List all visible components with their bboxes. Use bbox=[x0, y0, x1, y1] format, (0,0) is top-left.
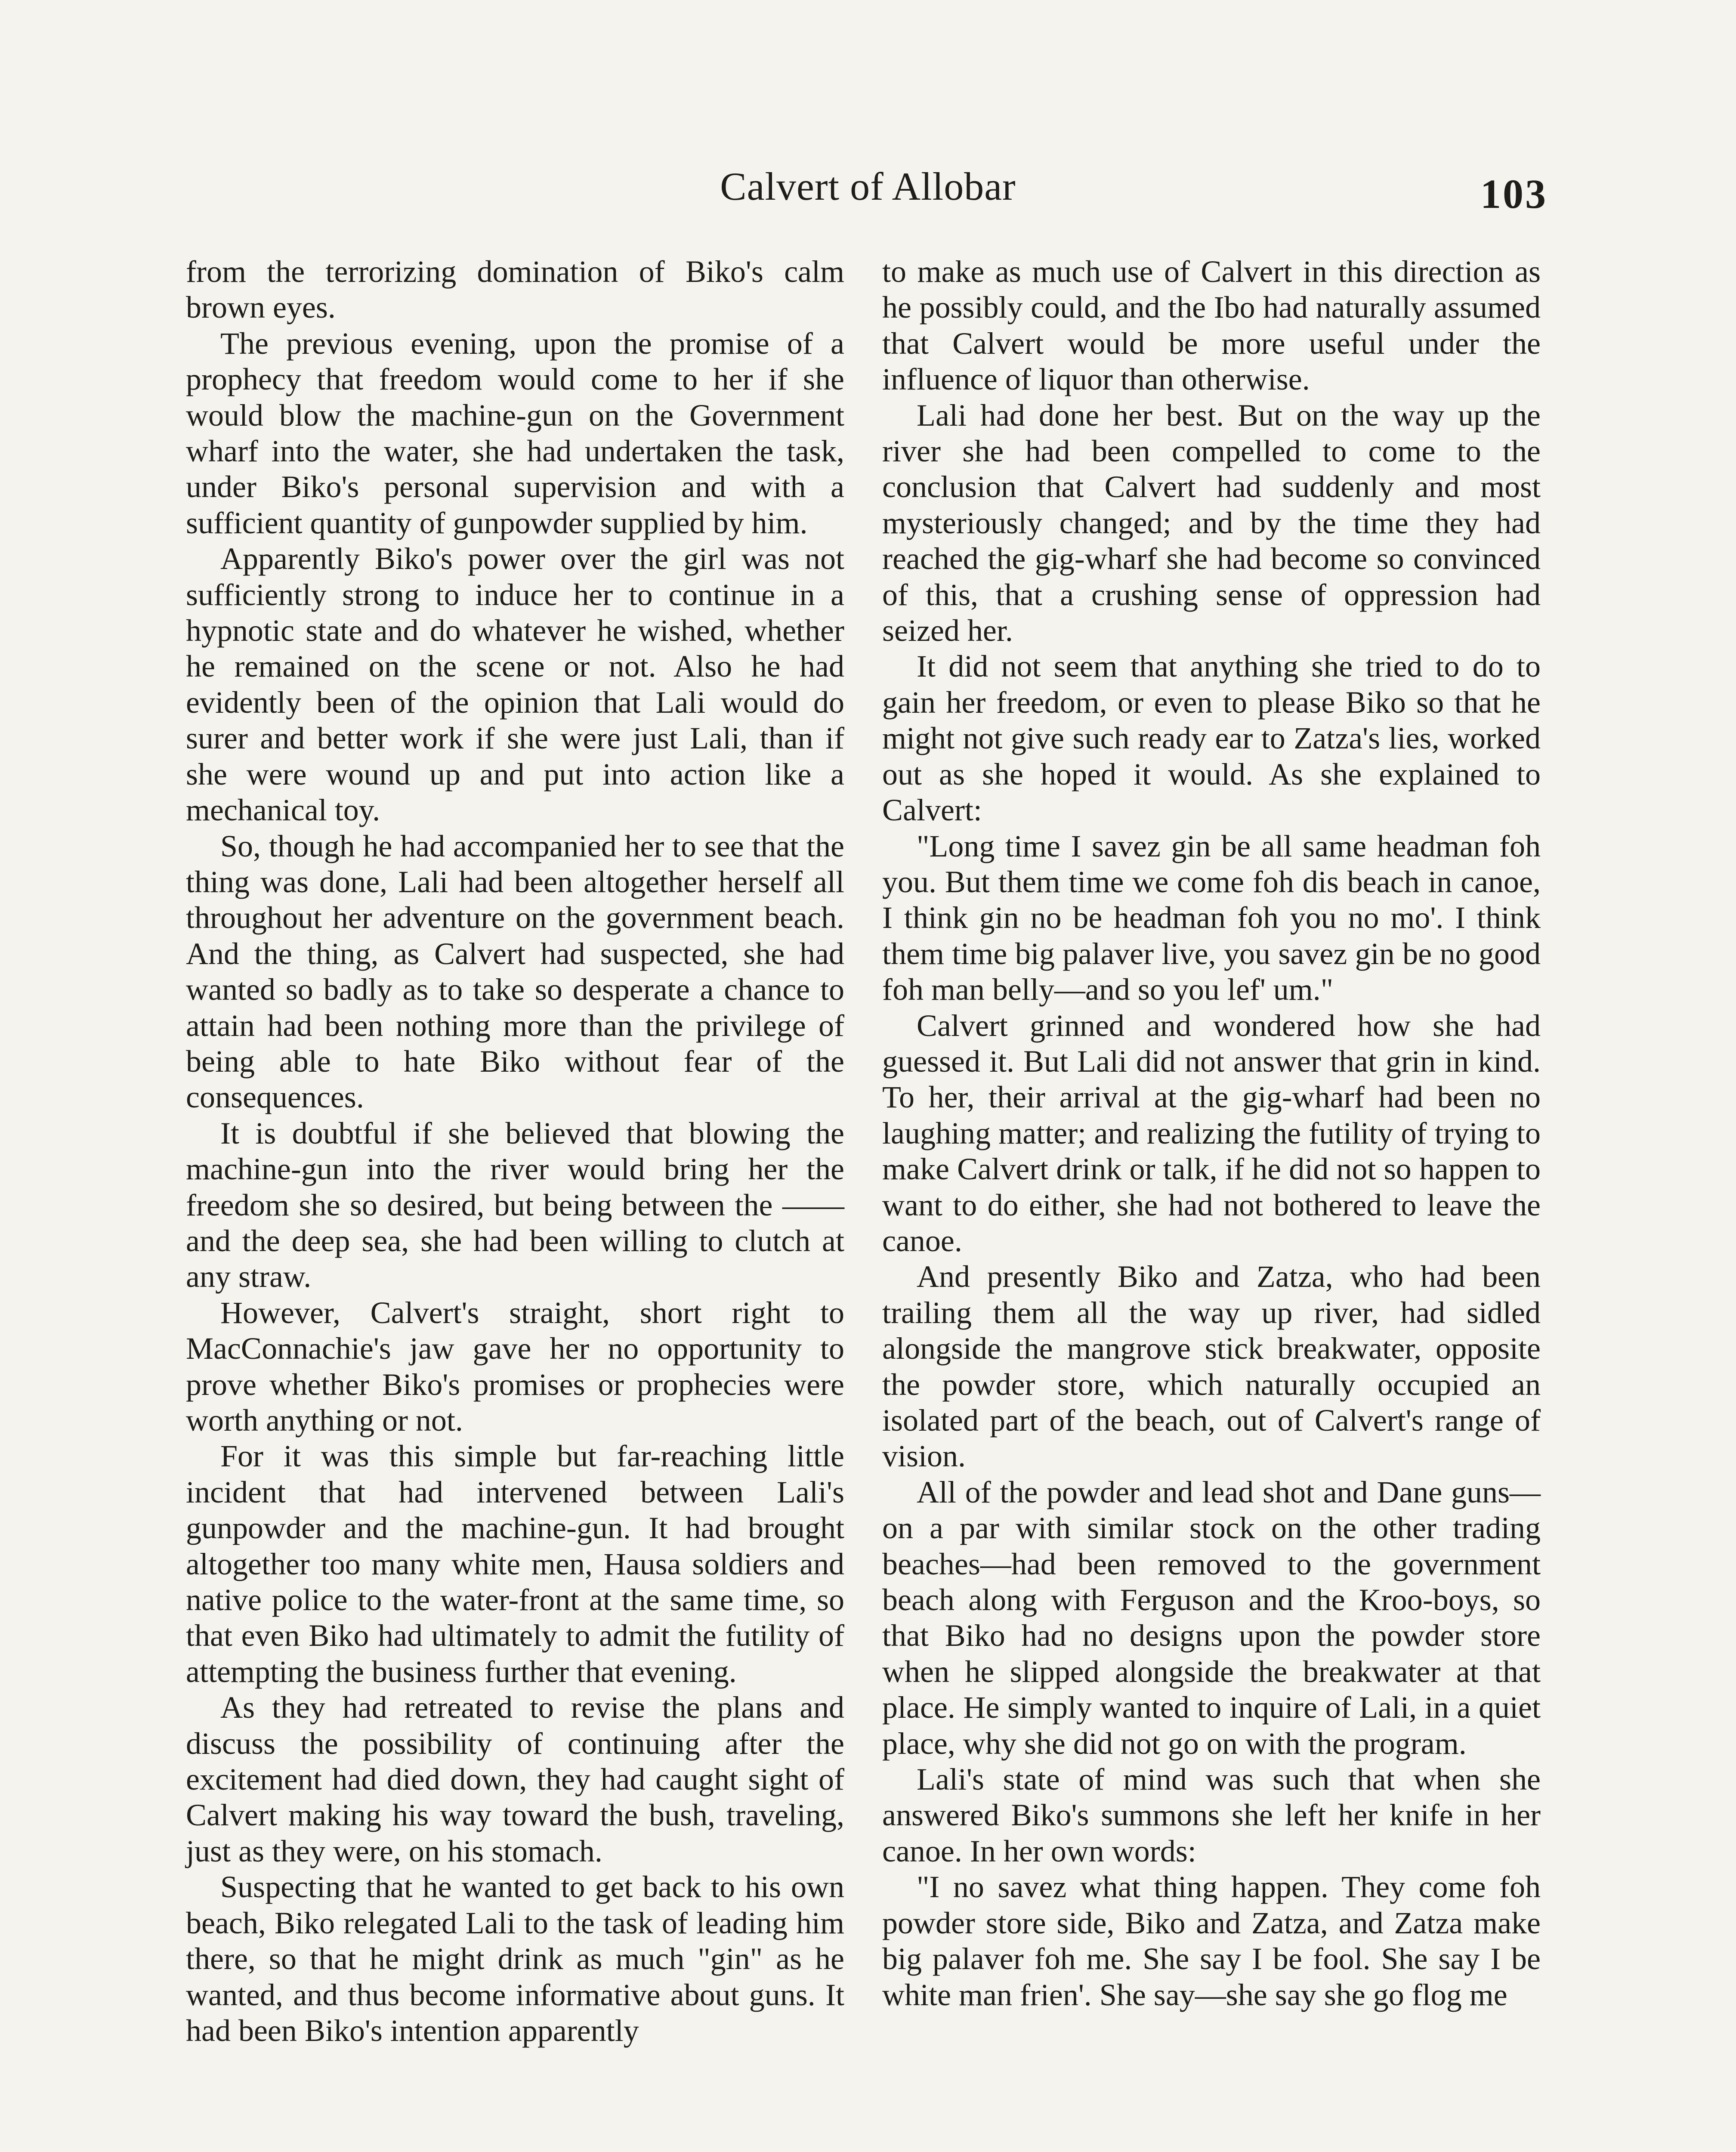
paragraph: For it was this simple but far-reaching little incident that had intervened between Lali's gunpowder and the machine-gun. It had brought altogether too many white men, Hausa soldiers and native police to the water-front at the same time, so that even Biko had ultimately to admit the futility of attempting the business further that evening. bbox=[186, 1439, 844, 1689]
running-title: Calvert of Allobar bbox=[720, 164, 1016, 208]
paragraph: Suspecting that he wanted to get back to his own beach, Biko relegated Lali to the task of leading him there, so that he might drink as much "gin" as he wanted, and thus become informative about guns. It had been Biko's intention apparently bbox=[186, 1870, 844, 2048]
paragraph: Lali had done her best. But on the way up the river she had been compelled to come to the conclusion that Calvert had suddenly and most mysteriously changed; and by the time they had reached the gig-wharf she had become so convinced of this, that a crushing sense of oppression had seized her. bbox=[882, 398, 1541, 648]
paragraph: However, Calvert's straight, short right to MacConnachie's jaw gave her no opportunity to prove whether Biko's promises or prophecies were worth anything or not. bbox=[186, 1295, 844, 1438]
paragraph: Calvert grinned and wondered how she had guessed it. But Lali did not answer that grin in kind. To her, their arrival at the gig-wharf had been no laughing matter; and realizing the futility of trying to make Calvert drink or talk, if he did not so happen to want to do either, she had not bothered to leave the canoe. bbox=[882, 1008, 1541, 1258]
left-column bbox=[186, 254, 844, 2049]
paragraph: "Long time I savez gin be all same headman foh you. But them time we come foh dis beach in canoe, I think gin no be headman foh you no mo'. I think them time big palaver live, you savez gin be no good foh man belly—and so you lef' um." bbox=[882, 829, 1541, 1007]
paragraph: from the terrorizing domination of Biko's calm brown eyes. bbox=[186, 254, 844, 325]
paragraph: It did not seem that anything she tried to do to gain her freedom, or even to please Biko so that he might not give such ready ear to Zatza's lies, worked out as she hoped it would. As she explained to Calvert: bbox=[882, 649, 1541, 828]
paragraph: As they had retreated to revise the plans and discuss the possibility of continuing after the excitement had died down, they had caught sight of Calvert making his way toward the bush, traveling, just as they were, on his stomach. bbox=[186, 1690, 844, 1868]
paragraph: The previous evening, upon the promise of a prophecy that freedom would come to her if she would blow the machine-gun on the Government wharf into the water, she had undertaken the task, under Biko's personal supervision and with a sufficient quantity of gunpowder supplied by him. bbox=[186, 326, 844, 540]
paragraph: Lali's state of mind was such that when she answered Biko's summons she left her knife in her canoe. In her own words: bbox=[882, 1762, 1541, 1868]
paragraph: "I no savez what thing happen. They come foh powder store side, Biko and Zatza, and Zatza make big palaver foh me. She say I be fool. She say I be white man frien'. She say—she say she go flog me bbox=[882, 1870, 1541, 2012]
right-column bbox=[882, 254, 1541, 2013]
paragraph: to make as much use of Calvert in this direction as he possibly could, and the Ibo had naturally assumed that Calvert would be more useful under the influence of liquor than otherwise. bbox=[882, 254, 1541, 397]
page-number: 103 bbox=[1480, 171, 1548, 217]
paragraph: All of the powder and lead shot and Dane guns—on a par with similar stock on the other trading beaches—had been removed to the government beach along with Ferguson and the Kroo-boys, so that Biko had no designs upon the powder store when he slipped alongside the breakwater at that place. He simply wanted to inquire of Lali, in a quiet place, why she did not go on with the program. bbox=[882, 1475, 1541, 1761]
paragraph: And presently Biko and Zatza, who had been trailing them all the way up river, had sidled alongside the mangrove stick breakwater, opposite the powder store, which naturally occupied an isolated part of the beach, out of Calvert's range of vision. bbox=[882, 1259, 1541, 1474]
paragraph: So, though he had accompanied her to see that the thing was done, Lali had been altogether herself all throughout her adventure on the government beach. And the thing, as Calvert had suspected, she had wanted so badly as to take so desperate a chance to attain had been nothing more than the privilege of being able to hate Biko without fear of the consequences. bbox=[186, 829, 844, 1115]
paragraph: It is doubtful if she believed that blowing the machine-gun into the river would bring her the freedom she so desired, but being between the —— and the deep sea, she had been willing to clutch at any straw. bbox=[186, 1116, 844, 1294]
paragraph: Apparently Biko's power over the girl was not sufficiently strong to induce her to continue in a hypnotic state and do whatever he wished, whether he remained on the scene or not. Also he had evidently been of the opinion that Lali would do surer and better work if she were just Lali, than if she were wound up and put into action like a mechanical toy. bbox=[186, 541, 844, 828]
